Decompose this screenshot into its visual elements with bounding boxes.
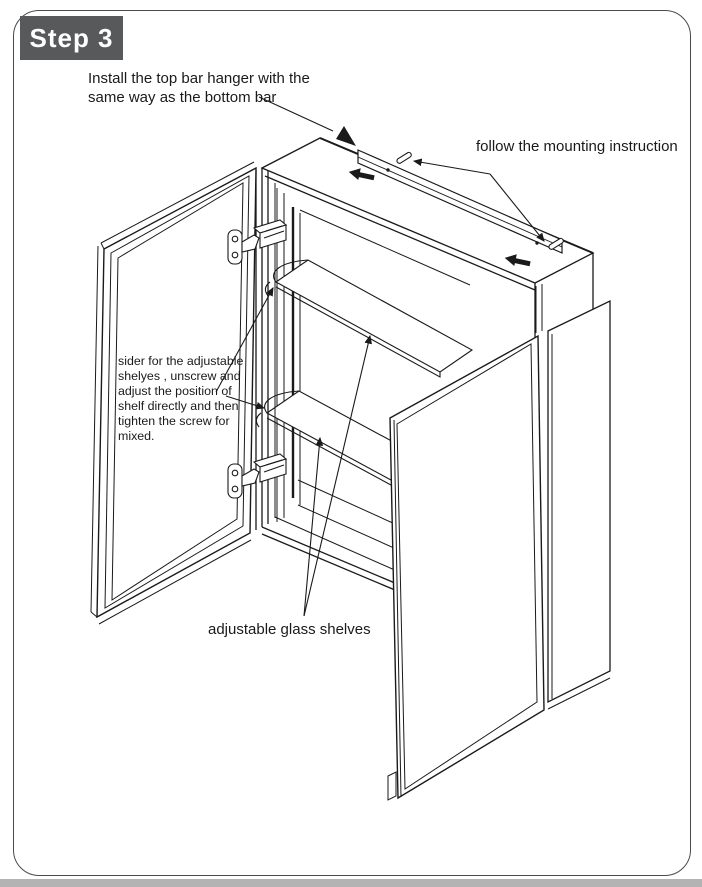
follow-note: follow the mounting instruction xyxy=(476,138,678,155)
right-door xyxy=(388,336,544,800)
sider-note: sider for the adjustable shelyes , unscrew and adjust the position of shelf directly and then tighten the screw for mixed. xyxy=(118,354,244,443)
mounting-peg-left xyxy=(396,152,412,165)
step-badge xyxy=(20,16,123,60)
step-badge-label: Step 3 xyxy=(29,22,114,53)
shelves-note: adjustable glass shelves xyxy=(208,621,371,638)
shelves-leader-upper xyxy=(304,336,370,616)
page-bottom-edge xyxy=(0,879,702,887)
install-note-line2: same way as the bottom bar xyxy=(88,89,277,106)
follow-leader-left xyxy=(414,161,490,174)
right-door-bottom-bracket xyxy=(388,772,396,800)
install-note xyxy=(88,69,310,107)
cabinet-right-side-panel xyxy=(548,301,610,709)
install-direction-arrow xyxy=(336,126,356,146)
install-note-line1: Install the top bar hanger with the xyxy=(88,70,310,87)
upper-glass-shelf xyxy=(265,260,472,377)
shelves-leader-lower xyxy=(304,438,320,616)
